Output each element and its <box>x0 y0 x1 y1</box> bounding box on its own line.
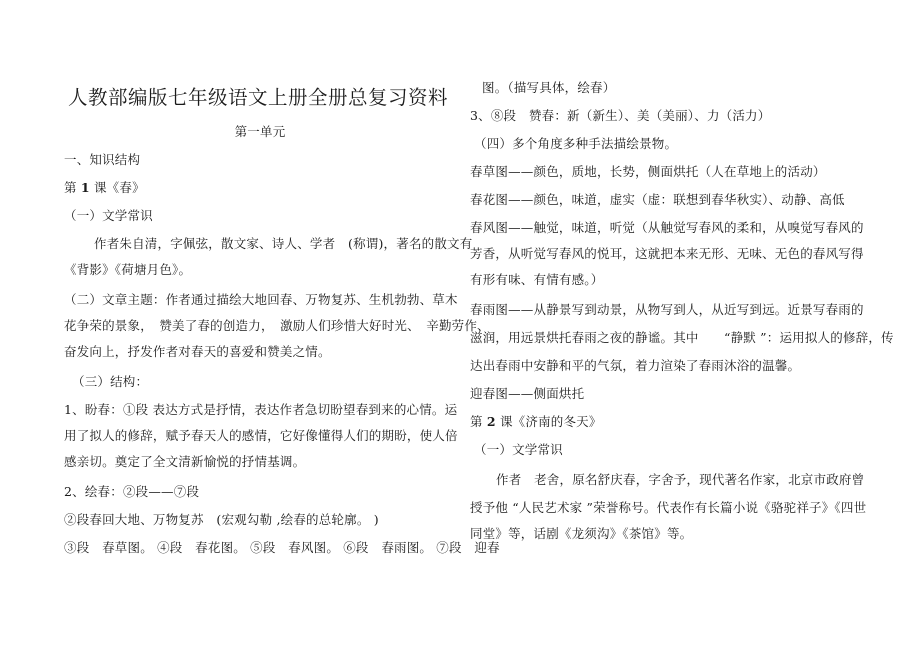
paragraph-line: 图。（描写具体，绘春） <box>482 80 616 95</box>
structure-item-2-detail: ③段 春草图。 ④段 春花图。 ⑤段 春风图。 ⑥段 春雨图。 ⑦段 迎春 <box>64 540 500 555</box>
lesson-2-lit-text: 作者 老舍，原名舒庆春，字舍予，现代著名作家，北京市政府曾 <box>496 472 865 487</box>
spring-wind-text: 有形有味、有情有感。） <box>470 272 604 287</box>
structure-item-1: 用了拟人的修辞，赋予春天人的感情，它好像懂得人们的期盼，使人倍 <box>64 428 458 443</box>
lesson-1-theme: （二）文章主题：作者通过描绘大地回春、万物复苏、生机勃勃、草木 <box>64 292 458 307</box>
spring-grass-text: 春草图——颜色，质地，长势，侧面烘托（人在草地上的活动） <box>470 164 826 179</box>
lesson-1-lit-label: （一）文学常识 <box>64 208 153 223</box>
spring-wind-text: 芳香，从听觉写春风的悦耳，这就把本来无形、无味、无色的春风写得 <box>470 246 864 261</box>
lesson-1-lit-text: 作者朱自清，字佩弦，散文家、诗人、学者 (称谓)，著名的散文有 <box>94 236 473 251</box>
document-title: 人教部编版七年级语文上册全册总复习资料 <box>68 86 449 109</box>
lesson-1-number: 1 <box>80 180 90 195</box>
structure-item-1: 感亲切。奠定了全文清新愉悦的抒情基调。 <box>64 454 306 469</box>
structure-item-1: 1、盼春：①段 表达方式是抒情，表达作者急切盼望春到来的心情。运 <box>64 402 458 417</box>
lesson-1-prefix: 第 <box>64 180 77 195</box>
lesson-2-lit-text: 授予他 “人民艺术家 ”荣誉称号。代表作有长篇小说《骆驼祥子》《四世 <box>470 500 867 515</box>
structure-item-2: 2、绘春：②段——⑦段 <box>64 484 200 499</box>
lesson-1-heading <box>64 180 145 196</box>
lesson-1-title: 课《春》 <box>93 180 145 195</box>
lesson-2-title: 课《济南的冬天》 <box>499 414 602 429</box>
section-knowledge-structure: 一、知识结构 <box>64 152 141 167</box>
lesson-2-prefix: 第 <box>470 414 483 429</box>
lesson-2-heading <box>470 414 602 430</box>
spring-flower-text: 春花图——颜色，味道，虚实（虚：联想到春华秋实）、动静、高低 <box>470 192 845 207</box>
structure-item-3: 3、⑧段 赞春：新（新生）、美（美丽）、力（活力） <box>470 108 771 123</box>
unit-heading: 第一单元 <box>234 124 286 139</box>
lesson-1-lit-text: 《背影》《荷塘月色》。 <box>64 262 192 277</box>
lesson-1-structure-label: （三）结构： <box>72 374 149 389</box>
spring-rain-text: 春雨图——从静景写到动景，从物写到人，从近写到远。近景写春雨的 <box>470 302 864 317</box>
lesson-2-number: 2 <box>486 414 496 429</box>
spring-wind-text: 春风图——触觉，味道，听觉（从触觉写春风的柔和，从嗅觉写春风的 <box>470 220 864 235</box>
spring-rain-text: 滋润，用远景烘托春雨之夜的静谧。其中 “静默 ”：运用拟人的修辞，传 <box>470 330 894 345</box>
lesson-1-theme: 花争荣的景象， 赞美了春的创造力， 激励人们珍惜大好时光、 辛勤劳作、 <box>64 318 490 333</box>
structure-item-2-detail: ②段春回大地、万物复苏 (宏观勾勒 ,绘春的总轮廓。 ) <box>64 512 379 527</box>
lesson-1-theme: 奋发向上，抒发作者对春天的喜爱和赞美之情。 <box>64 344 331 359</box>
lesson-2-lit-text: 同堂》等，话剧《龙须沟》《茶馆》等。 <box>470 526 693 541</box>
lesson-2-lit-label: （一）文学常识 <box>474 442 563 457</box>
spring-rain-text: 达出春雨中安静和平的气氛，着力渲染了春雨沐浴的温馨。 <box>470 358 801 373</box>
section-depiction: （四）多个角度多种手法描绘景物。 <box>474 136 678 151</box>
welcome-spring-text: 迎春图——侧面烘托 <box>470 386 585 401</box>
